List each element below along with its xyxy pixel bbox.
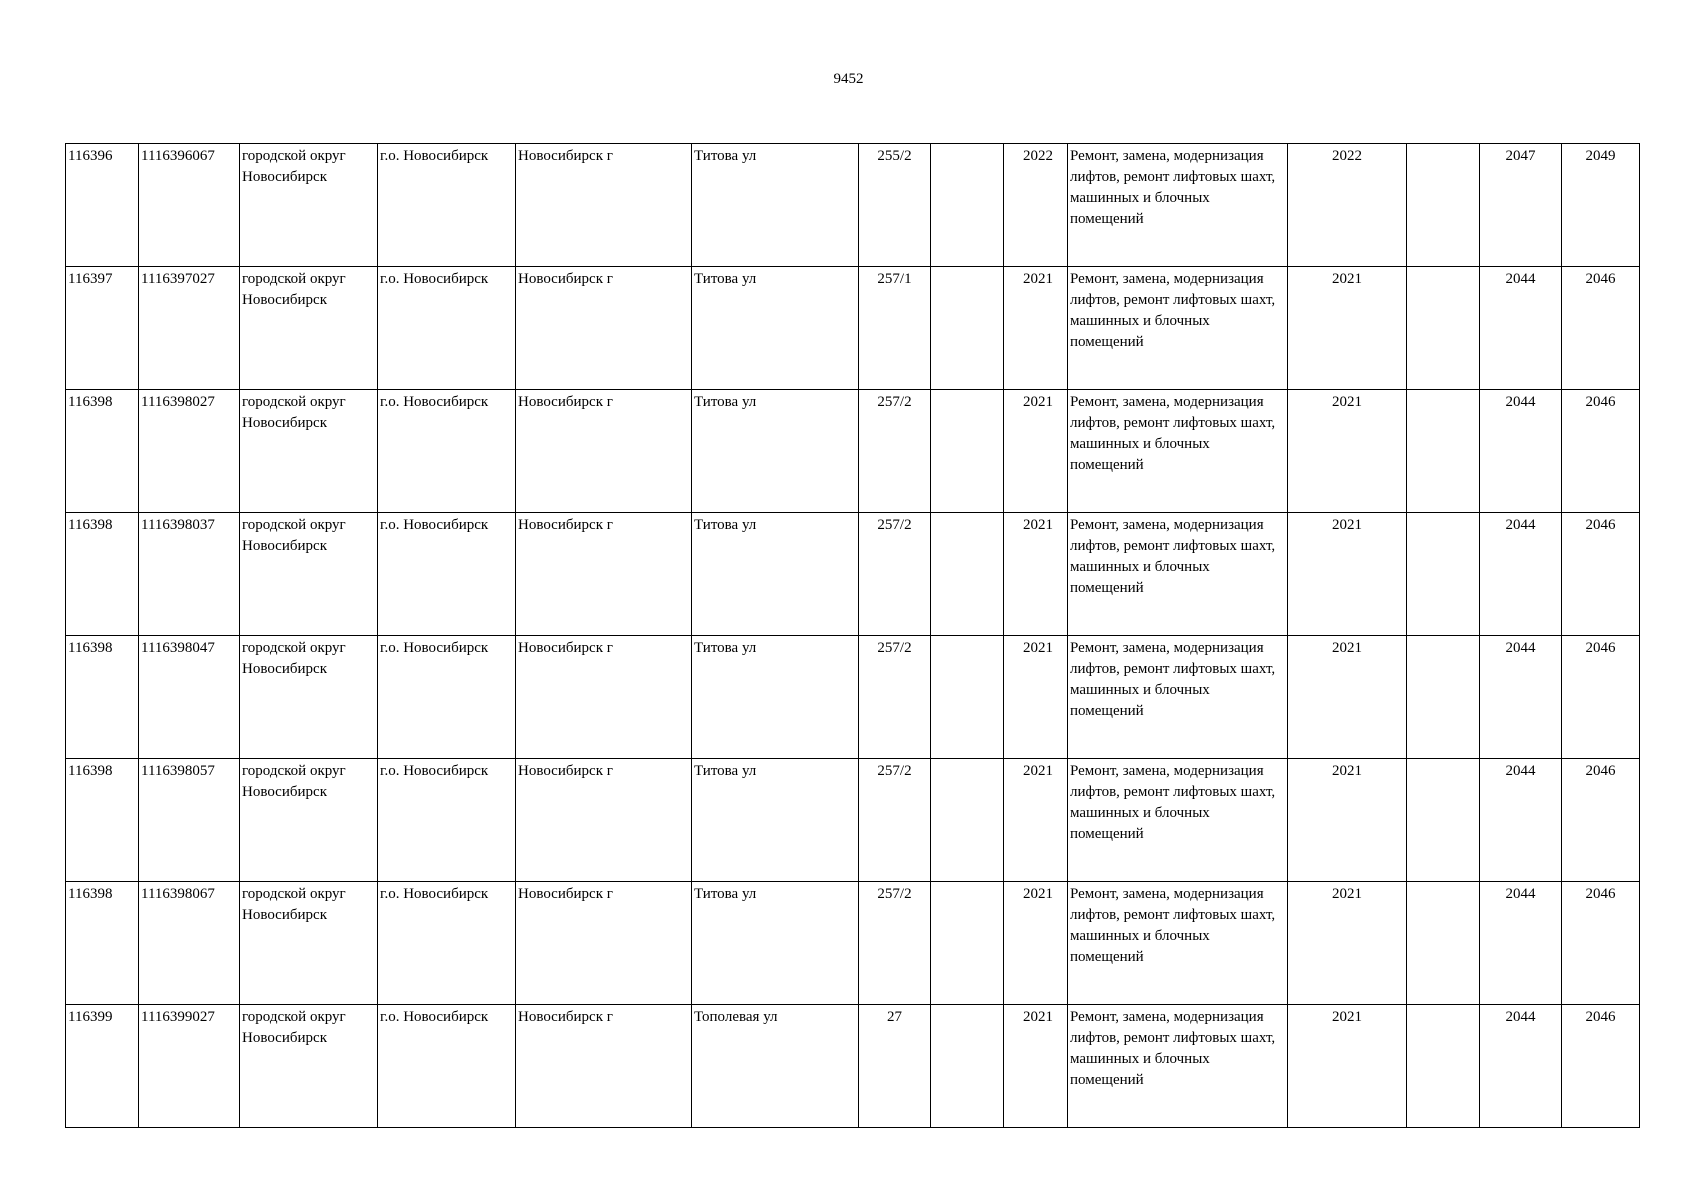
cell-settlement: Новосибирск г [516, 882, 692, 1005]
cell-id: 116398 [66, 636, 139, 759]
table-row [66, 636, 1640, 759]
cell-district: г.о. Новосибирск [378, 759, 516, 882]
cell-col12 [1407, 636, 1480, 759]
cell-year-built: 2021 [1004, 759, 1068, 882]
cell-plan-year: 2021 [1288, 390, 1407, 513]
cell-year-a: 2044 [1480, 267, 1562, 390]
cell-col12 [1407, 513, 1480, 636]
cell-col12 [1407, 267, 1480, 390]
cell-year-built: 2021 [1004, 882, 1068, 1005]
cell-plan-year: 2021 [1288, 882, 1407, 1005]
cell-building [931, 390, 1004, 513]
cell-street: Титова ул [692, 144, 859, 267]
page-number: 9452 [833, 71, 864, 87]
cell-building [931, 144, 1004, 267]
cell-work-type: Ремонт, замена, модернизация лифтов, ремонт лифтовых шахт, машинных и блочных помещений [1068, 1005, 1288, 1128]
table-row [66, 513, 1640, 636]
cell-settlement: Новосибирск г [516, 636, 692, 759]
cell-work-type: Ремонт, замена, модернизация лифтов, ремонт лифтовых шахт, машинных и блочных помещений [1068, 513, 1288, 636]
cell-plan-year: 2021 [1288, 636, 1407, 759]
cell-code: 1116397027 [139, 267, 240, 390]
cell-district: г.о. Новосибирск [378, 267, 516, 390]
registry-table [65, 143, 1640, 1128]
cell-year-built: 2022 [1004, 144, 1068, 267]
cell-year-b: 2046 [1562, 390, 1640, 513]
cell-house: 27 [859, 1005, 931, 1128]
cell-year-b: 2046 [1562, 636, 1640, 759]
table-row [66, 144, 1640, 267]
cell-building [931, 759, 1004, 882]
cell-plan-year: 2021 [1288, 513, 1407, 636]
cell-municipality: городской округ Новосибирск [240, 144, 378, 267]
cell-district: г.о. Новосибирск [378, 513, 516, 636]
table-row [66, 1005, 1640, 1128]
cell-year-b: 2046 [1562, 1005, 1640, 1128]
cell-work-type: Ремонт, замена, модернизация лифтов, ремонт лифтовых шахт, машинных и блочных помещений [1068, 144, 1288, 267]
cell-year-b: 2049 [1562, 144, 1640, 267]
cell-id: 116398 [66, 390, 139, 513]
cell-year-b: 2046 [1562, 267, 1640, 390]
table-row [66, 390, 1640, 513]
cell-col12 [1407, 882, 1480, 1005]
cell-street: Титова ул [692, 882, 859, 1005]
cell-work-type: Ремонт, замена, модернизация лифтов, ремонт лифтовых шахт, машинных и блочных помещений [1068, 636, 1288, 759]
cell-street: Титова ул [692, 267, 859, 390]
cell-plan-year: 2022 [1288, 144, 1407, 267]
cell-col12 [1407, 1005, 1480, 1128]
cell-settlement: Новосибирск г [516, 513, 692, 636]
cell-house: 257/2 [859, 636, 931, 759]
cell-building [931, 1005, 1004, 1128]
cell-year-built: 2021 [1004, 267, 1068, 390]
cell-year-a: 2044 [1480, 636, 1562, 759]
cell-id: 116399 [66, 1005, 139, 1128]
cell-year-a: 2044 [1480, 1005, 1562, 1128]
cell-work-type: Ремонт, замена, модернизация лифтов, ремонт лифтовых шахт, машинных и блочных помещений [1068, 759, 1288, 882]
cell-work-type: Ремонт, замена, модернизация лифтов, ремонт лифтовых шахт, машинных и блочных помещений [1068, 267, 1288, 390]
cell-col12 [1407, 144, 1480, 267]
cell-district: г.о. Новосибирск [378, 390, 516, 513]
cell-municipality: городской округ Новосибирск [240, 513, 378, 636]
cell-year-b: 2046 [1562, 882, 1640, 1005]
cell-building [931, 513, 1004, 636]
cell-year-built: 2021 [1004, 1005, 1068, 1128]
cell-building [931, 882, 1004, 1005]
cell-settlement: Новосибирск г [516, 267, 692, 390]
cell-code: 1116398057 [139, 759, 240, 882]
cell-municipality: городской округ Новосибирск [240, 882, 378, 1005]
cell-house: 257/2 [859, 759, 931, 882]
cell-year-built: 2021 [1004, 513, 1068, 636]
cell-municipality: городской округ Новосибирск [240, 759, 378, 882]
cell-year-a: 2044 [1480, 513, 1562, 636]
cell-street: Титова ул [692, 636, 859, 759]
cell-building [931, 636, 1004, 759]
cell-street: Титова ул [692, 513, 859, 636]
cell-year-built: 2021 [1004, 636, 1068, 759]
cell-year-a: 2044 [1480, 882, 1562, 1005]
cell-id: 116398 [66, 759, 139, 882]
cell-street: Титова ул [692, 759, 859, 882]
cell-municipality: городской округ Новосибирск [240, 390, 378, 513]
cell-code: 1116399027 [139, 1005, 240, 1128]
cell-house: 257/1 [859, 267, 931, 390]
cell-year-a: 2044 [1480, 390, 1562, 513]
cell-house: 257/2 [859, 513, 931, 636]
cell-year-built: 2021 [1004, 390, 1068, 513]
cell-id: 116398 [66, 882, 139, 1005]
cell-settlement: Новосибирск г [516, 390, 692, 513]
cell-year-b: 2046 [1562, 759, 1640, 882]
cell-house: 257/2 [859, 882, 931, 1005]
cell-year-a: 2044 [1480, 759, 1562, 882]
cell-year-b: 2046 [1562, 513, 1640, 636]
cell-district: г.о. Новосибирск [378, 1005, 516, 1128]
table-body [66, 144, 1640, 1128]
cell-house: 257/2 [859, 390, 931, 513]
cell-id: 116398 [66, 513, 139, 636]
cell-work-type: Ремонт, замена, модернизация лифтов, ремонт лифтовых шахт, машинных и блочных помещений [1068, 390, 1288, 513]
cell-street: Титова ул [692, 390, 859, 513]
cell-settlement: Новосибирск г [516, 759, 692, 882]
cell-municipality: городской округ Новосибирск [240, 267, 378, 390]
cell-plan-year: 2021 [1288, 267, 1407, 390]
cell-district: г.о. Новосибирск [378, 144, 516, 267]
table-row [66, 882, 1640, 1005]
cell-code: 1116398027 [139, 390, 240, 513]
cell-id: 116396 [66, 144, 139, 267]
cell-code: 1116398037 [139, 513, 240, 636]
cell-settlement: Новосибирск г [516, 1005, 692, 1128]
cell-id: 116397 [66, 267, 139, 390]
cell-plan-year: 2021 [1288, 1005, 1407, 1128]
cell-code: 1116398047 [139, 636, 240, 759]
table-row [66, 267, 1640, 390]
table-row [66, 759, 1640, 882]
cell-municipality: городской округ Новосибирск [240, 1005, 378, 1128]
cell-street: Тополевая ул [692, 1005, 859, 1128]
cell-plan-year: 2021 [1288, 759, 1407, 882]
cell-house: 255/2 [859, 144, 931, 267]
cell-year-a: 2047 [1480, 144, 1562, 267]
cell-work-type: Ремонт, замена, модернизация лифтов, ремонт лифтовых шахт, машинных и блочных помещений [1068, 882, 1288, 1005]
cell-col12 [1407, 759, 1480, 882]
cell-col12 [1407, 390, 1480, 513]
cell-settlement: Новосибирск г [516, 144, 692, 267]
cell-building [931, 267, 1004, 390]
cell-municipality: городской округ Новосибирск [240, 636, 378, 759]
cell-code: 1116396067 [139, 144, 240, 267]
cell-district: г.о. Новосибирск [378, 882, 516, 1005]
cell-district: г.о. Новосибирск [378, 636, 516, 759]
cell-code: 1116398067 [139, 882, 240, 1005]
